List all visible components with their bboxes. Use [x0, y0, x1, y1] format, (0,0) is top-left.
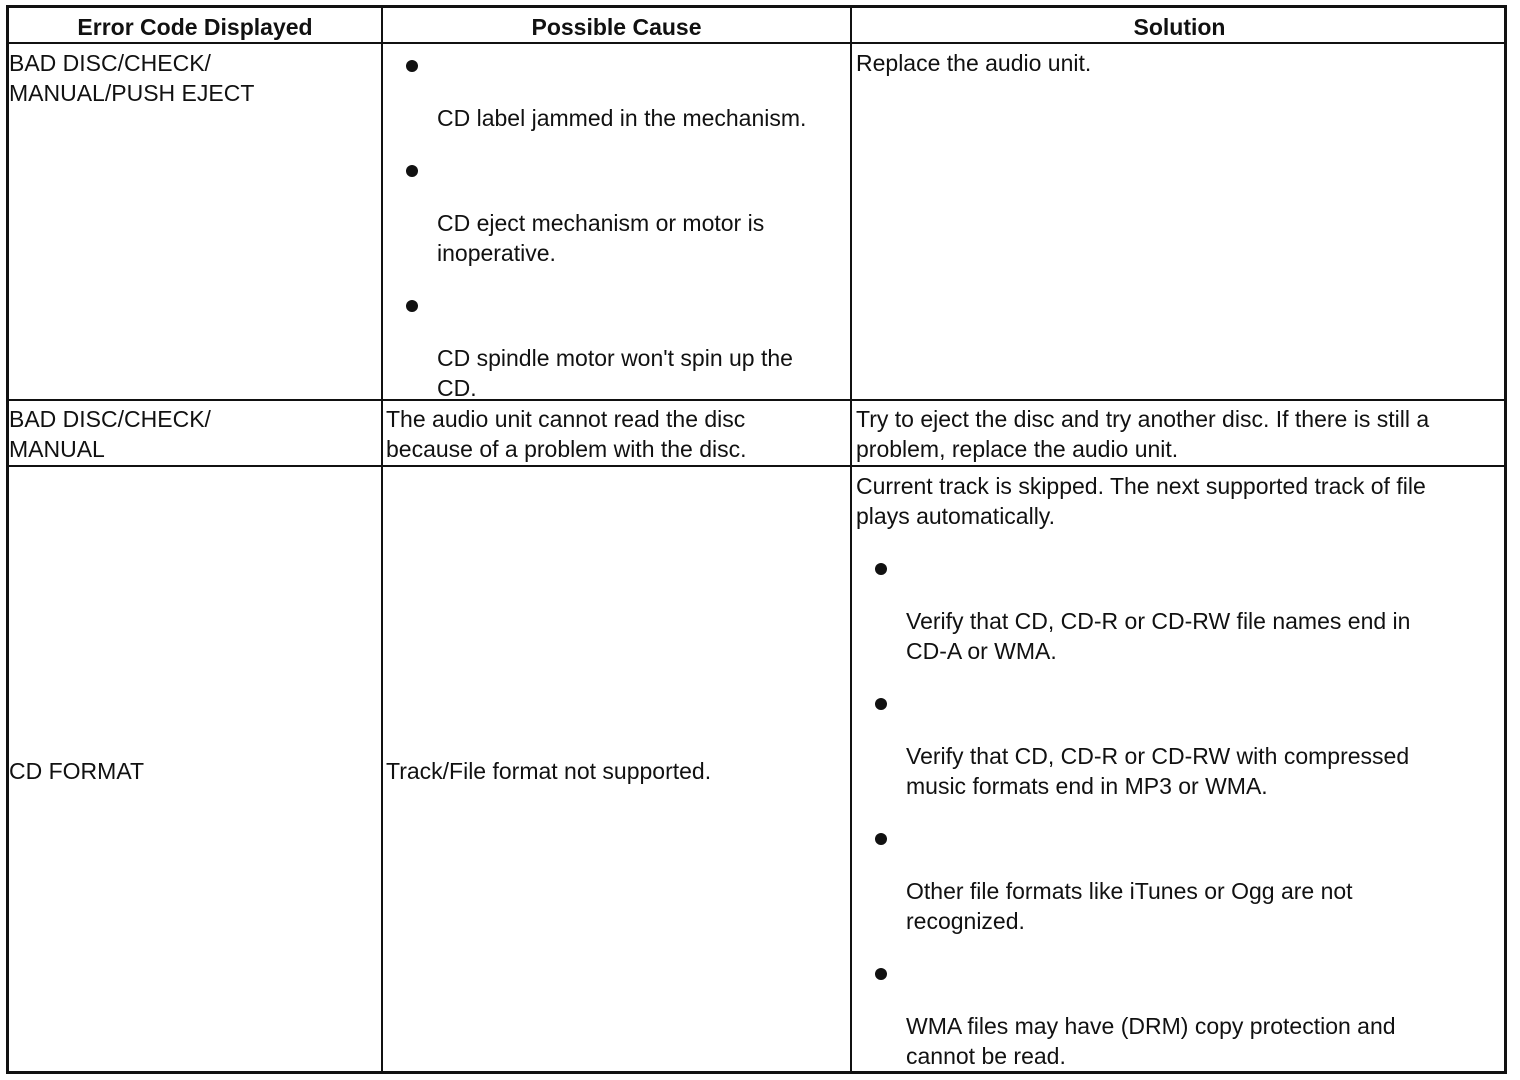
column-divider: [381, 8, 383, 1071]
bullet-icon: [875, 833, 887, 845]
row3-error-code: CD FORMAT: [9, 758, 145, 784]
header-possible-cause: Possible Cause: [531, 14, 702, 40]
column-divider: [850, 8, 852, 1071]
row-divider: [9, 465, 1504, 467]
row1-cause-bullet-2: CD eject mechanism or motor is inoperative.: [437, 210, 765, 266]
bullet-icon: [406, 60, 418, 72]
row3-solution-bullet-3: Other file formats like iTunes or Ogg are not recognized.: [906, 878, 1353, 934]
row1-solution: Replace the audio unit.: [856, 50, 1092, 76]
row3-solution-intro: Current track is skipped. The next supported track of file plays automatically.: [856, 473, 1426, 529]
row3-solution-bullet-1: Verify that CD, CD-R or CD-RW file names end in CD-A or WMA.: [906, 608, 1411, 664]
bullet-icon: [406, 300, 418, 312]
row1-cause-bullet-3: CD spindle motor won't spin up the CD.: [437, 345, 793, 401]
header-error-code: Error Code Displayed: [77, 14, 313, 40]
bullet-icon: [875, 698, 887, 710]
row3-solution-bullet-2: Verify that CD, CD-R or CD-RW with compressed music formats end in MP3 or WMA.: [906, 743, 1410, 799]
row3-cause: Track/File format not supported.: [386, 758, 712, 784]
row1-cause-bullet-1: CD label jammed in the mechanism.: [437, 105, 807, 131]
row-divider: [9, 42, 1504, 44]
row2-solution: Try to eject the disc and try another disc. If there is still a problem, replace the audio unit.: [856, 406, 1430, 462]
bullet-icon: [875, 968, 887, 980]
header-solution: Solution: [1133, 14, 1226, 40]
row2-cause: The audio unit cannot read the disc because of a problem with the disc.: [386, 406, 747, 462]
troubleshooting-table: [6, 5, 1507, 1074]
row2-error-code: BAD DISC/CHECK/ MANUAL: [9, 406, 211, 462]
row3-solution-bullet-4: WMA files may have (DRM) copy protection and cannot be read.: [906, 1013, 1396, 1069]
row1-error-code: BAD DISC/CHECK/ MANUAL/PUSH EJECT: [9, 50, 255, 106]
bullet-icon: [875, 563, 887, 575]
bullet-icon: [406, 165, 418, 177]
